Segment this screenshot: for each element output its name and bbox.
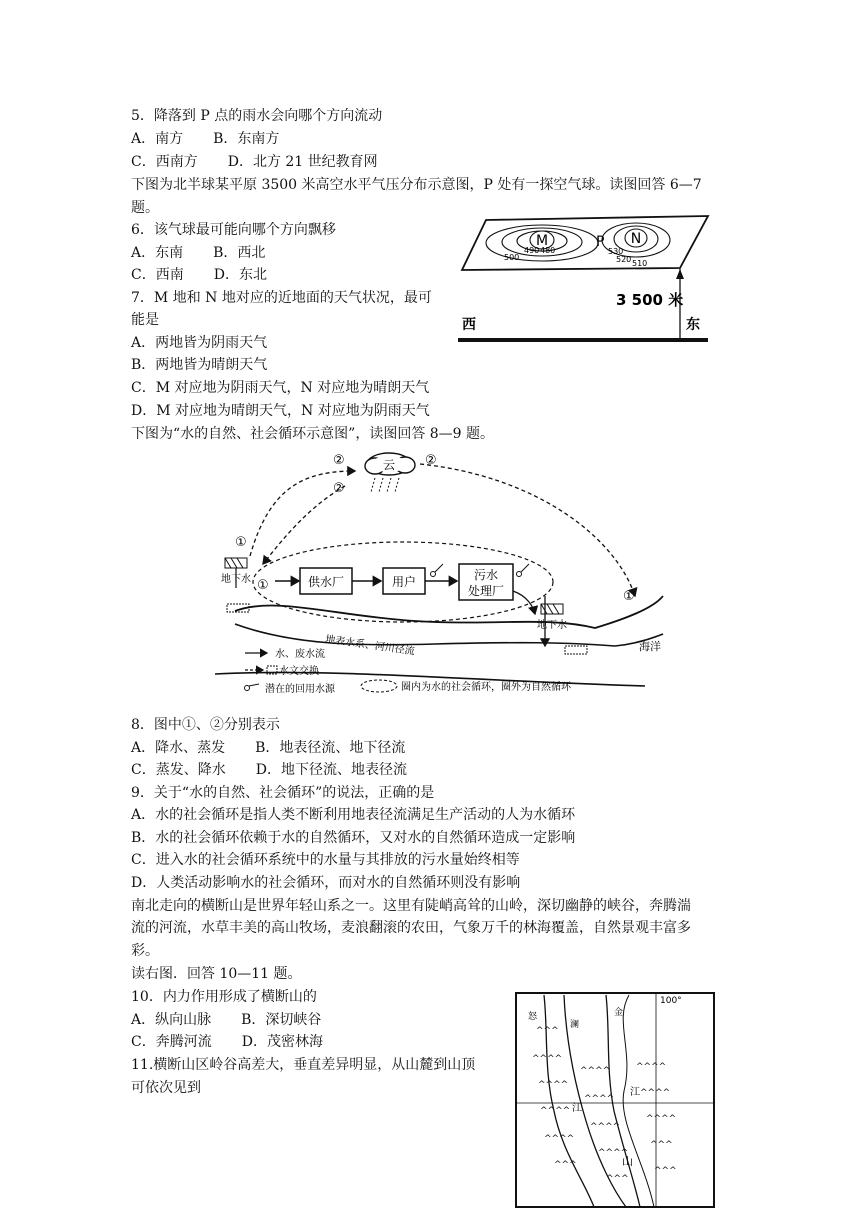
q11-stem-line2: 可依次见到	[131, 1080, 201, 1096]
svg-text:^^^^: ^^^^	[538, 1080, 569, 1090]
svg-text:^^^^: ^^^^	[540, 1106, 571, 1116]
circle-1-lower-left: ①	[257, 578, 269, 593]
svg-text:^^^^: ^^^^	[590, 1122, 621, 1132]
isobar-500: 500	[504, 253, 520, 262]
cloud-icon	[365, 453, 415, 492]
svg-text:^^^^: ^^^^	[646, 1114, 677, 1124]
map-label-jiang-1: 江	[572, 1103, 582, 1114]
svg-text:^^^^: ^^^^	[636, 1062, 667, 1072]
legend-reuse: 潜在的回用水源	[265, 684, 335, 695]
groundwater-left-label: 地下水	[221, 574, 251, 585]
legend-exchange: 水文交换	[279, 666, 319, 677]
q6-options-row2	[131, 265, 267, 285]
legend-circle: 圈内为水的社会循环，圈外为自然循环	[401, 682, 571, 693]
q5-stem: 5．降落到 P 点的雨水会向哪个方向流动	[131, 108, 383, 124]
water-plant-label: 供水厂	[307, 575, 345, 589]
q8-options-row2	[131, 760, 407, 780]
svg-text:^^^^: ^^^^	[544, 1134, 575, 1144]
intro-6-7-line2: 题。	[131, 200, 159, 216]
q10-option-b: B．深切峡谷	[241, 1012, 322, 1028]
passage-line3: 彩。	[131, 943, 159, 959]
q6-option-a: A．东南	[131, 245, 184, 261]
svg-text:^^^: ^^^	[554, 1160, 577, 1170]
sewage-plant-label-2: 处理厂	[467, 584, 505, 598]
q5-options-row1	[131, 129, 279, 149]
q10-options-row2	[131, 1032, 323, 1052]
pressure-west-label: 西	[462, 317, 476, 333]
q7-stem-line2: 能是	[131, 312, 159, 328]
q10-option-a: A．纵向山脉	[131, 1012, 212, 1028]
map-label-shan: 山	[622, 1155, 633, 1168]
q10-options-row1	[131, 1010, 321, 1030]
svg-text:^^^^: ^^^^	[580, 1066, 611, 1076]
pressure-figure	[456, 213, 714, 348]
legend-flow: 水、废水流	[275, 649, 325, 660]
q6-options-row1	[131, 243, 265, 263]
circle-1-right: ①	[623, 589, 635, 604]
isobar-520: 520	[616, 255, 632, 264]
q6-option-c: C．西南	[131, 267, 184, 283]
q7-option-c: C．M 对应地为阴雨天气，N 对应地为晴朗天气	[131, 380, 430, 396]
passage-line1: 南北走向的横断山是世界年轻山系之一。这里有陡峭高耸的山岭，深切幽静的峡谷，奔腾湍	[131, 898, 691, 914]
q9-stem: 9．关于“水的自然、社会循环”的说法，正确的是	[131, 785, 435, 801]
q6-option-b: B．西北	[213, 245, 266, 261]
sewage-plant-label-1: 污水	[473, 568, 499, 582]
svg-text:^^^: ^^^	[650, 1140, 673, 1150]
circle-2-left-lower: ②	[333, 481, 345, 496]
q7-option-a: A．两地皆为阴雨天气	[131, 335, 268, 351]
q8-option-c: C．蒸发、降水	[131, 762, 226, 778]
q7-option-d: D．M 对应地为晴朗天气，N 对应地为阴雨天气	[131, 403, 430, 419]
q5-option-d: D．北方 21 世纪教育网	[227, 154, 378, 170]
q11-stem-line1: 11.横断山区岭谷高差大，垂直差异明显，从山麓到山顶	[131, 1057, 476, 1073]
q9-option-d: D．人类活动影响水的社会循环，而对水的自然循环则没有影响	[131, 875, 521, 891]
pressure-label-p: P	[596, 234, 605, 250]
isobar-510: 510	[632, 259, 648, 268]
ocean-label: 海洋	[639, 640, 661, 653]
q5-options-row2	[131, 152, 378, 172]
passage-line4: 读右图．回答 10—11 题。	[131, 966, 302, 982]
svg-text:^^^: ^^^	[606, 1174, 629, 1184]
isobar-530: 530	[608, 247, 624, 256]
svg-text:^^^^: ^^^^	[640, 1088, 671, 1098]
q7-option-b: B．两地皆为晴朗天气	[131, 357, 268, 373]
intro-8-9: 下图为“水的自然、社会循环示意图”，读图回答 8—9 题。	[131, 426, 495, 442]
map-label-nu: 怒	[528, 1012, 538, 1022]
river-label: 地表水系、河川径流	[324, 634, 416, 658]
map-label-lan: 澜	[570, 1020, 580, 1030]
pressure-label-n: N	[630, 231, 642, 247]
q8-option-a: A．降水、蒸发	[131, 740, 226, 756]
circle-2-left: ②	[333, 453, 345, 468]
q9-option-c: C．进入水的社会循环系统中的水量与其排放的污水量始终相等	[131, 852, 520, 868]
q6-stem: 6．该气球最可能向哪个方向飘移	[131, 222, 336, 238]
svg-text:^^^^: ^^^^	[532, 1054, 563, 1064]
svg-text:^^^: ^^^	[654, 1166, 677, 1176]
isobar-480: 480	[540, 246, 556, 255]
q8-option-d: D．地下径流、地表径流	[255, 762, 407, 778]
user-label: 用户	[391, 575, 417, 589]
q5-option-a: A．南方	[131, 131, 184, 147]
water-cycle-figure	[215, 446, 665, 704]
q5-option-c: C．西南方	[131, 154, 198, 170]
circle-1-top-left: ①	[235, 535, 247, 550]
q10-option-c: C．奔腾河流	[131, 1034, 212, 1050]
q5-option-b: B．东南方	[213, 131, 280, 147]
svg-text:^^^^: ^^^^	[584, 1094, 615, 1104]
q10-option-d: D．茂密林海	[241, 1034, 323, 1050]
q8-option-b: B．地表径流、地下径流	[255, 740, 406, 756]
pressure-label-m: M	[535, 233, 549, 249]
q10-stem: 10．内力作用形成了横断山的	[131, 989, 317, 1005]
passage-line2: 流的河流，水草丰美的高山牧场，麦浪翻滚的农田，气象万千的林海覆盖，自然景观丰富多	[131, 920, 691, 936]
pressure-east-label: 东	[686, 317, 700, 333]
q6-option-d: D．东北	[213, 267, 267, 283]
q9-option-b: B．水的社会循环依赖于水的自然循环，又对水的自然循环造成一定影响	[131, 830, 576, 846]
map-label-jiang-2: 江	[630, 1087, 640, 1098]
groundwater-right-label: 地下水	[537, 620, 567, 631]
q8-stem: 8．图中①、②分别表示	[131, 717, 280, 733]
map-label-jin: 金	[614, 1008, 624, 1018]
q7-stem-line1: 7．M 地和 N 地对应的近地面的天气状况，最可	[131, 290, 432, 306]
longitude-label: 100°	[660, 996, 682, 1006]
pressure-height-label: 3 500 米	[616, 291, 684, 309]
intro-6-7-line1: 下图为北半球某平原 3500 米高空水平气压分布示意图，P 处有一探空气球。读图回答 6—7	[131, 177, 702, 193]
cloud-label: 云	[382, 458, 396, 472]
hengduan-map-figure	[514, 991, 718, 1211]
svg-text:^^^: ^^^	[536, 1026, 559, 1036]
q9-option-a: A．水的社会循环是指人类不断利用地表径流满足生产活动的人为水循环	[131, 807, 576, 823]
q8-options-row1	[131, 738, 405, 758]
circle-2-right: ②	[425, 453, 437, 468]
svg-text:^^^^: ^^^^	[598, 1148, 629, 1158]
isobar-490: 490	[524, 246, 540, 255]
